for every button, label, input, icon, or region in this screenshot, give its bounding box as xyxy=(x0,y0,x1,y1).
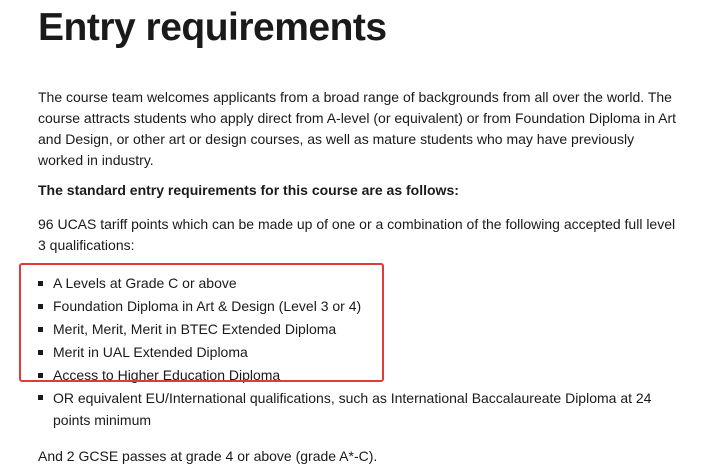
page-title: Entry requirements xyxy=(38,6,387,49)
standard-requirements-heading: The standard entry requirements for this course are as follows: xyxy=(38,182,459,198)
tariff-paragraph xyxy=(38,214,675,256)
tariff-line: 3 qualifications: xyxy=(38,237,135,253)
gcse-requirement: And 2 GCSE passes at grade 4 or above (grade A*-C). xyxy=(38,448,378,464)
list-item-label: Foundation Diploma in Art & Design (Level 3 or 4) xyxy=(53,298,362,314)
highlight-box xyxy=(19,263,384,382)
list-item-label: Merit in UAL Extended Diploma xyxy=(53,344,248,360)
intro-line: The course team welcomes applicants from a broad range of backgrounds from all over the world. The xyxy=(38,89,672,105)
list-item-label: Access to Higher Education Diploma xyxy=(53,367,281,383)
tariff-line: 96 UCAS tariff points which can be made up of one or a combination of the following accepted full level xyxy=(38,216,676,232)
list-item-label: Merit, Merit, Merit in BTEC Extended Diploma xyxy=(53,321,337,337)
intro-paragraph xyxy=(38,87,676,171)
bullet-icon xyxy=(38,395,43,400)
intro-line: worked in industry. xyxy=(38,152,154,168)
list-item-label: points minimum xyxy=(53,412,152,428)
list-item-label: A Levels at Grade C or above xyxy=(53,275,237,291)
intro-line: and Design, or other art or design courses, as well as mature students who may have previously xyxy=(38,131,635,147)
list-item-label: OR equivalent EU/International qualifications, such as International Baccalaureate Diploma at 24 xyxy=(53,390,652,406)
intro-line: course attracts students who apply direct from A-level (or equivalent) or from Foundation Diploma in Art xyxy=(38,110,677,126)
list-item-equivalent xyxy=(38,387,651,431)
